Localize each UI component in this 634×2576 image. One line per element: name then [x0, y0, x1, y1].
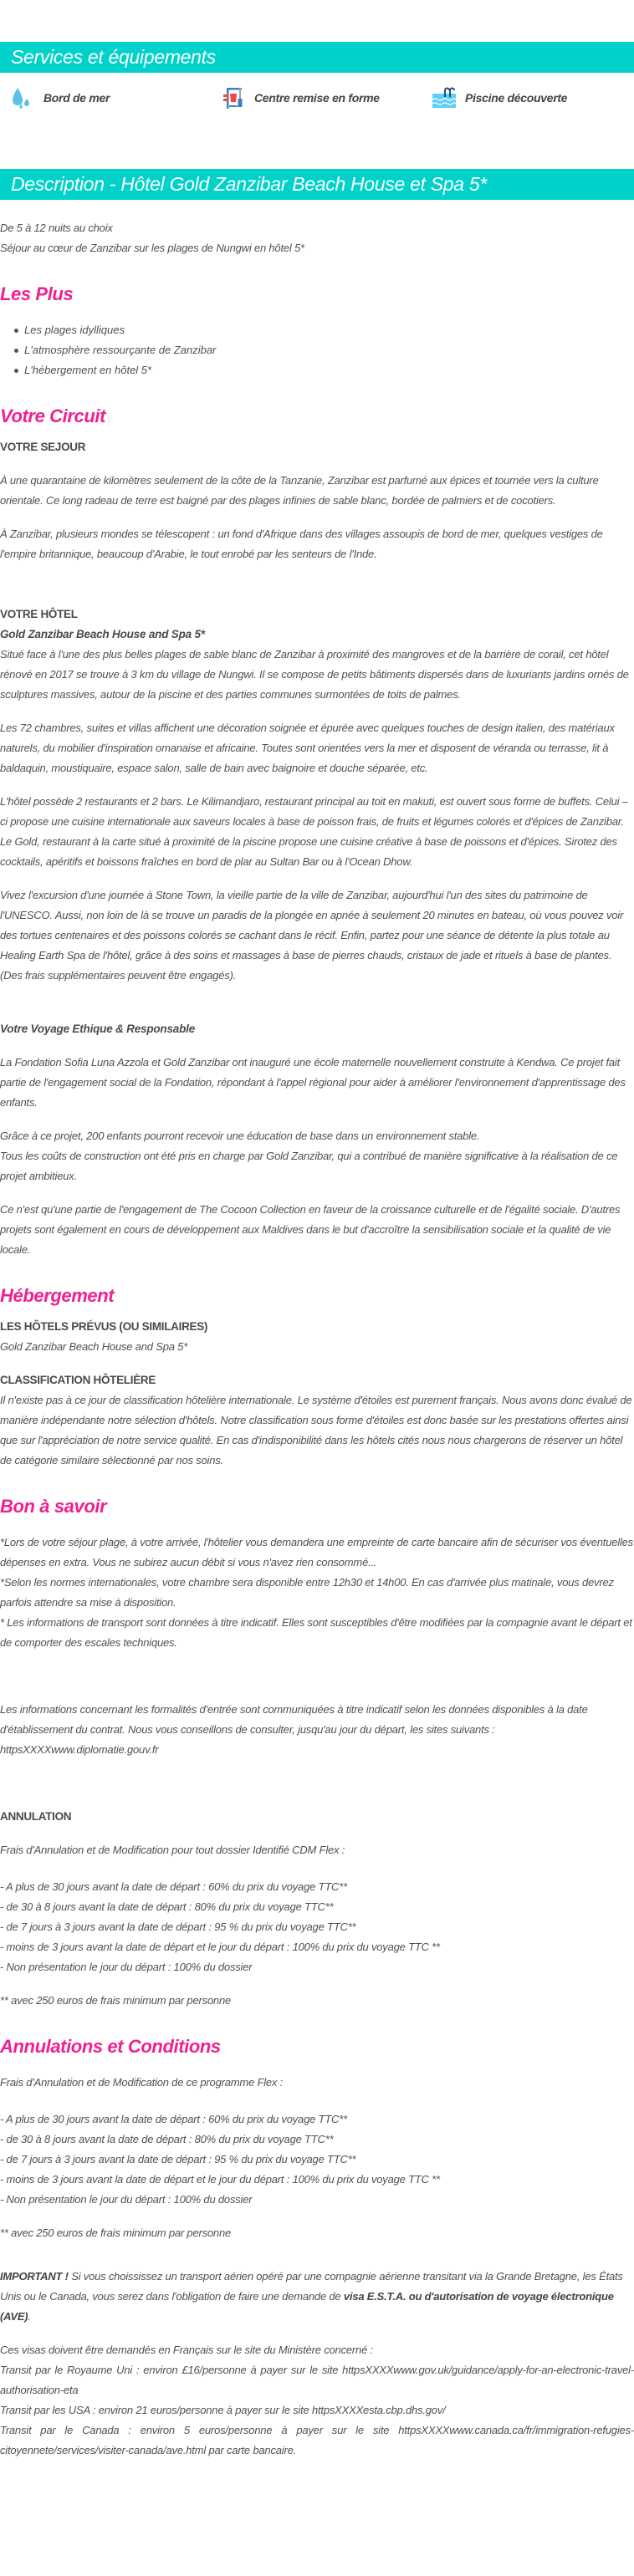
list-item: L'atmosphère ressourçante de Zanzibar [14, 340, 634, 360]
conditions-footnote: ** avec 250 euros de frais minimum par personne [0, 2227, 232, 2239]
important-bold: visa E.S.T.A. ou d'autorisation de voyage électronique (AVE) [0, 2290, 614, 2323]
conditions-item: - de 7 jours à 3 jours avant la date de départ : 95 % du prix du voyage TTC** [0, 2153, 356, 2165]
ethique-paragraph: Ce n'est qu'une partie de l'engagement de The Cocoon Collection en faveur de la croissance culturelle et de l'égalité sociale. D'autres projets sont également en cours de développement aux Maldives dans le but d'accroître la sensibilisation sociale et la qualité de vie locale. [0, 1203, 621, 1256]
sejour-title: VOTRE SEJOUR [0, 441, 86, 453]
description-content [0, 200, 634, 2461]
conditions-item: - moins de 3 jours avant la date de départ et le jour du départ : 100% du prix du voyage TTC ** [0, 2173, 440, 2186]
ethique-paragraph: Grâce à ce projet, 200 enfants pourront recevoir une éducation de base dans un environnement stable. [0, 1130, 480, 1142]
annulation-item: - Non présentation le jour du départ : 100% du dossier [0, 1961, 253, 1973]
hotel-paragraph: Vivez l'excursion d'une journée à Stone Town, la vieille partie de la ville de Zanzibar, aujourd'hui l'un des sites du patrimoine de l'UNESCO. Aussi, non loin de là se trouve un paradis de la plongée en apnée à seulement 20 minutes en bateau, où vous pouvez voir des tortues centenaires et des poissons colorés se cachant dans le récif. Enfin, partez pour une séance de détente la plus totale au Healing Earth Spa de l'hôtel, grâce à des soins et massages à base de pierres chauds, cristaux de jade et rituels à base de plantes. (Des frais supplémentaires peuvent être engagés). [0, 889, 624, 982]
visas-intro: Ces visas doivent être demandés en Français sur le site du Ministère concerné : [0, 2344, 373, 2356]
annulation-intro: Frais d'Annulation et de Modification pour tout dossier Identifié CDM Flex : [0, 1844, 345, 1856]
service-item-bord-de-mer [10, 85, 221, 110]
hebergement-heading: Hébergement [0, 1285, 115, 1306]
water-drops-icon [10, 85, 35, 110]
hotel-paragraph: L'hôtel possède 2 restaurants et 2 bars. Le Kilimandjaro, restaurant principal au toit en makuti, est ouvert sous forme de buffets. Celui –ci propose une cuisine internationale aux saveurs locales à base de poisson frais, de fruits et légumes colorés et d'épices de Zanzibar. Le Gold, restaurant à la carte situé à proximité de la piscine propose une cuisine créative à base de poissons et d'épices. Sirotez des cocktails, apéritifs et boissons fraîches en bord de plar au Sultan Bar ou à l'Ocean Dhow. [0, 795, 628, 868]
important-text: Si vous choississez un transport aérien opéré par une compagnie aérienne transitant via la Grande Bretagne, les États Unis ou le Canada, vous serez dans l'obligation de faire une demande de [0, 2270, 623, 2303]
fitness-machine-icon [221, 85, 246, 110]
bon-a-savoir-heading: Bon à savoir [0, 1496, 107, 1517]
annulation-item: - moins de 3 jours avant la date de départ et le jour du départ : 100% du prix du voyage TTC ** [0, 1941, 440, 1953]
annulation-item: - A plus de 30 jours avant la date de départ : 60% du prix du voyage TTC** [0, 1880, 347, 1893]
important-label: IMPORTANT ! [0, 2270, 69, 2283]
annulation-item: - de 30 à 8 jours avant la date de départ : 80% du prix du voyage TTC** [0, 1900, 334, 1913]
note: *Lors de votre séjour plage, à votre arrivée, l'hôtelier vous demandera une empreinte de carte bancaire afin de sécuriser vos éventuelles dépenses en extra. Vous ne subirez aucun débit si vous n'avez rien consommé... [0, 1536, 633, 1569]
annulation-footnote: ** avec 250 euros de frais minimum par personne [0, 1994, 232, 2007]
list-item: Les plages idylliques [14, 320, 634, 340]
description-header: Description - Hôtel Gold Zanzibar Beach House et Spa 5* [0, 169, 634, 200]
visa-item-canada: Transit par le Canada : environ 5 euros/personne à payer sur le site httpsXXXXwww.canada.ca/fr/immigration-refugies-citoyennete/services/visiter-canada/ave.html par carte bancaire. [0, 2424, 634, 2456]
list-item: L'hébergement en hôtel 5* [14, 360, 634, 380]
sejour-paragraph: À Zanzibar, plusieurs mondes se télescopent : un fond d'Afrique dans des villages assoupis de bord de mer, quelques vestiges de l'empire britannique, beaucoup d'Arabie, le tout enrobé par les senteurs de l'Inde. [0, 528, 603, 560]
hotels-prevus-value: Gold Zanzibar Beach House and Spa 5* [0, 1340, 188, 1353]
services-list [0, 73, 634, 122]
important-notice [0, 2267, 634, 2327]
intro-line: De 5 à 12 nuits au choix [0, 222, 113, 234]
hotel-paragraph: Les 72 chambres, suites et villas affichent une décoration soignée et épurée avec quelques touches de design italien, des matériaux naturels, du mobilier d'inspiration omanaise et africaine. Toutes sont orientées vers la mer et disposent de véranda ou terrasse, lit à baldaquin, moustiquaire, espace salon, salle de bain avec baignoire et douche séparée, etc. [0, 722, 615, 774]
classification-text: Il n'existe pas à ce jour de classification hôtelière internationale. Le système d'étoiles est purement français. Nous avons donc évalué de manière indépendante notre sélection d'hôtels. Notre classification sous forme d'étoiles est donc basée sur les prestations offertes ainsi que sur l'appréciation de notre service qualité. En cas d'indisponibilité dans les hôtels cités nous nous chargerons de réserver un hôtel de catégorie similaire sélectionné par nos soins. [0, 1394, 632, 1467]
annulations-conditions-heading: Annulations et Conditions [0, 2036, 221, 2057]
services-header: Services et équipements [0, 42, 634, 73]
important-end: . [28, 2310, 31, 2323]
hotel-name: Gold Zanzibar Beach House and Spa 5* [0, 628, 205, 640]
visa-item-uk: Transit par le Royaume Uni : environ £16/personne à payer sur le site httpsXXXXwww.gov.uk/guidance/apply-for-an-electronic-travel-authorisation-eta [0, 2364, 634, 2396]
les-plus-heading: Les Plus [0, 283, 74, 304]
note: * Les informations de transport sont données à titre indicatif. Elles sont susceptibles d'être modifiées par la compagnie avant le départ et de comporter des escales techniques. [0, 1616, 632, 1649]
formalites-link[interactable]: httpsXXXXwww.diplomatie.gouv.fr [0, 1743, 159, 1756]
hotel-paragraph: Situé face à l'une des plus belles plages de sable blanc de Zanzibar à proximité des mangroves et de la barrière de corail, cet hôtel rénové en 2017 se trouve à 3 km du village de Nungwi. Il se compose de petits bâtiments dispersés dans de luxuriants jardins ornés de sculptures massives, autour de la piscine et des parties communes surmontées de toits de palmes. [0, 648, 629, 701]
note: *Selon les normes internationales, votre chambre sera disponible entre 12h30 et 14h00. En cas d'arrivée plus matinale, vous devrez parfois attendre sa mise à disposition. [0, 1576, 614, 1609]
conditions-item: - de 30 à 8 jours avant la date de départ : 80% du prix du voyage TTC** [0, 2133, 334, 2145]
intro-line: Séjour au cœur de Zanzibar sur les plages de Nungwi en hôtel 5* [0, 242, 304, 254]
formalites-text: Les informations concernant les formalités d'entrée sont communiquées à titre indicatif selon les données disponibles à la date d'établissement du contrat. Nous vous conseillons de consulter, jusqu'au jour du départ, les sites suivants : [0, 1703, 588, 1736]
ethique-paragraph: Tous les coûts de construction ont été pris en charge par Gold Zanzibar, qui a contribué de manière significative à la réalisation de ce projet ambitieux. [0, 1150, 618, 1182]
circuit-heading: Votre Circuit [0, 406, 106, 426]
les-plus-list [0, 320, 634, 380]
service-label: Centre remise en forme [254, 90, 380, 105]
visa-item-usa: Transit par les USA : environ 21 euros/personne à payer sur le site httpsXXXXesta.cbp.dhs.gov/ [0, 2404, 446, 2416]
ethique-title: Votre Voyage Ethique & Responsable [0, 1023, 196, 1035]
service-label: Bord de mer [43, 90, 110, 105]
hotels-prevus-title: LES HÔTELS PRÉVUS (OU SIMILAIRES) [0, 1320, 208, 1333]
hotel-title: VOTRE HÔTEL [0, 608, 78, 620]
service-item-piscine [432, 85, 567, 110]
service-label: Piscine découverte [465, 90, 568, 105]
conditions-item: - A plus de 30 jours avant la date de départ : 60% du prix du voyage TTC** [0, 2113, 347, 2125]
conditions-intro: Frais d'Annulation et de Modification de ce programme Flex : [0, 2076, 284, 2089]
ethique-paragraph: La Fondation Sofia Luna Azzola et Gold Zanzibar ont inauguré une école maternelle nouvellement construite à Kendwa. Ce projet fait partie de l'engagement social de la Fondation, répondant à l'appel régional pour aider à améliorer l'environnement d'apprentissage des enfants. [0, 1056, 626, 1109]
conditions-item: - Non présentation le jour du départ : 100% du dossier [0, 2193, 253, 2206]
annulation-title: ANNULATION [0, 1810, 72, 1823]
annulation-item: - de 7 jours à 3 jours avant la date de départ : 95 % du prix du voyage TTC** [0, 1921, 356, 1933]
swimming-pool-icon [432, 85, 457, 110]
service-item-centre-remise-en-forme [221, 85, 432, 110]
classification-title: CLASSIFICATION HÔTELIÈRE [0, 1374, 156, 1386]
sejour-paragraph: À une quarantaine de kilomètres seulement de la côte de la Tanzanie, Zanzibar est parfumé aux épices et tournée vers la culture orientale. Ce long radeau de terre est baigné par des plages infinies de sable blanc, bordée de palmiers et de cocotiers. [0, 474, 599, 507]
